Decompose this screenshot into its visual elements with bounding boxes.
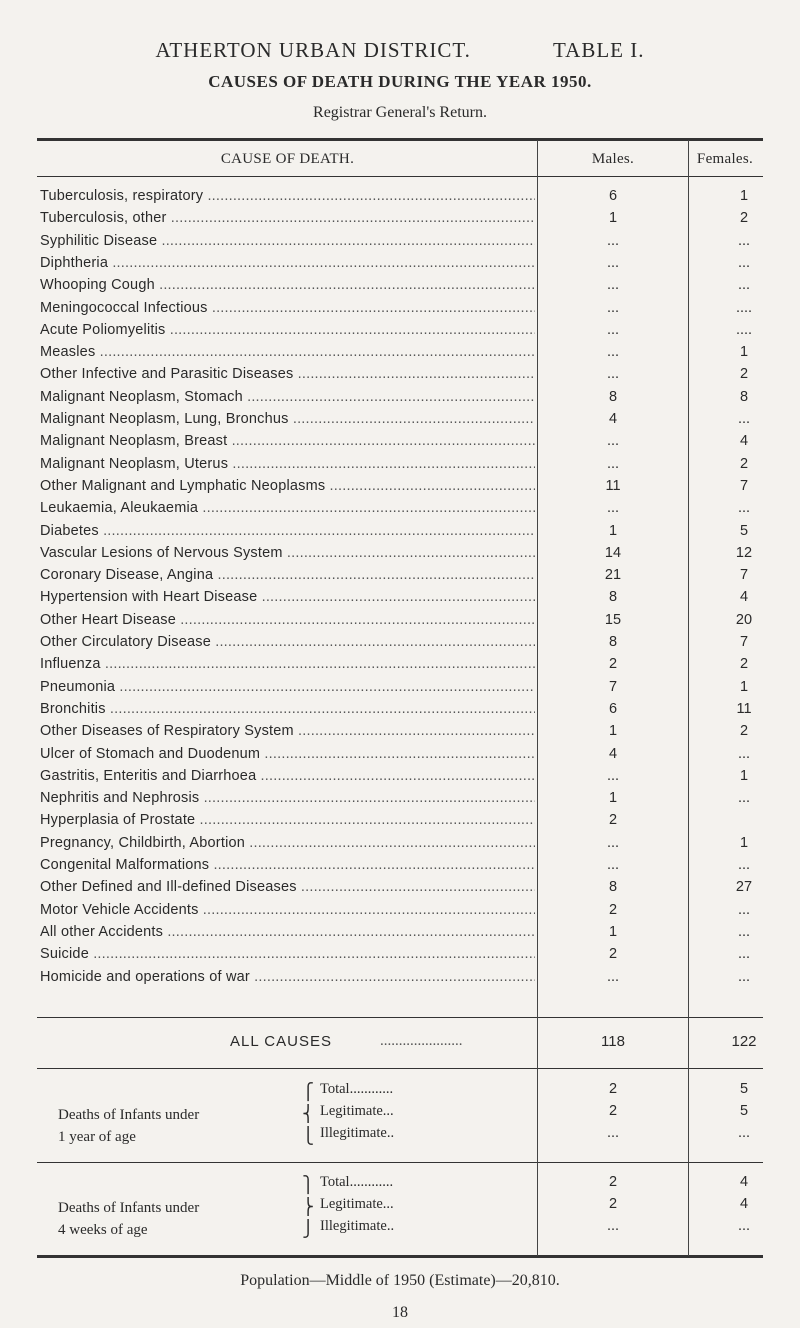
females-count: 8 [739,388,749,405]
infants-1yr-title-line2: 1 year of age [58,1129,136,1145]
cause-label: Diphtheria ..... [40,255,535,271]
females-count: 20 [735,611,753,628]
table-row [40,523,760,545]
all-causes-label: ALL CAUSES [230,1033,332,1050]
table-row [40,366,760,388]
infants-1yr-title [58,1104,199,1148]
males-count: 2 [608,812,618,829]
cause-label: Other Defined and Ill-defined Diseases ..... [40,879,535,895]
infants-4wk-total-label: Total............ [320,1174,394,1190]
cause-label: Nephritis and Nephrosis ..... [40,790,535,806]
females-count: 5 [739,522,749,539]
females-count: ... [737,901,751,918]
infants-4wk-legitimate-males: 2 [608,1196,618,1212]
females-count: 7 [739,567,749,584]
males-count: 4 [608,411,618,427]
males-count: 15 [604,611,622,628]
table-row [40,277,760,299]
females-count: 7 [739,634,749,650]
infants-4wk-title-line1: Deaths of Infants under [58,1200,200,1216]
infants-1yr-illegitimate-males: ... [606,1125,620,1141]
males-count: 1 [608,723,618,740]
infants-1yr-legitimate-females: 5 [739,1103,749,1119]
table-row [40,746,760,768]
males-count: ... [606,277,620,294]
males-count: ... [606,344,620,361]
cause-label: Other Heart Disease ..... [40,612,535,628]
females-count: 7 [739,477,749,494]
table-row [40,701,760,723]
females-count: .... [735,299,753,316]
females-count: 2 [739,455,749,472]
table-row [40,879,760,901]
infants-4wk-total-females: 4 [739,1174,749,1190]
infants-1yr-brace: ⎧ ⎨ ⎩ [302,1084,314,1145]
table-row [40,790,760,812]
males-count: ... [606,455,620,472]
cause-label: Diabetes ..... [40,523,535,539]
males-count: 8 [608,634,618,650]
males-count: 1 [608,790,618,807]
cause-label: Motor Vehicle Accidents ..... [40,902,535,918]
cause-label: Influenza ..... [40,656,535,672]
cause-label: Other Circulatory Disease ..... [40,634,535,650]
cause-label: Tuberculosis, other ..... [40,210,535,226]
cause-label: Whooping Cough ..... [40,277,535,293]
females-count: 1 [739,188,749,204]
females-count: 2 [739,210,749,227]
table-row [40,723,760,745]
table-row [40,389,760,411]
infants-1yr-illegitimate-label: Illegitimate.. [320,1125,395,1141]
females-count: 11 [736,700,752,717]
cause-label: Pneumonia ..... [40,679,535,695]
district-name: ATHERTON URBAN DISTRICT. [155,38,471,62]
all-causes-males: 118 [601,1033,625,1050]
males-count: 2 [608,656,618,673]
females-count: 1 [739,344,749,361]
table-row [40,255,760,277]
females-count: 2 [739,656,749,673]
cause-label: Measles ..... [40,344,535,360]
cause-label: Congenital Malformations ..... [40,857,535,873]
all-causes-females: 122 [731,1033,757,1050]
cause-label: Malignant Neoplasm, Uterus ..... [40,456,535,472]
males-count: 4 [608,745,618,762]
females-count: 12 [735,544,753,561]
table-bottom-rule [37,1255,763,1258]
infant-block-rule [37,1162,763,1163]
infants-1yr-title-line1: Deaths of Infants under [58,1107,200,1123]
males-count: ... [606,767,620,784]
table-row [40,433,760,455]
cause-label: Hyperplasia of Prostate ..... [40,812,535,828]
table-row [40,835,760,857]
males-count: 8 [608,388,618,405]
infants-4wk-illegitimate-males: ... [606,1218,620,1234]
table-header-rule [37,176,763,177]
all-causes-leader: ...................... [380,1033,463,1049]
males-count: ... [606,968,620,985]
cause-label: Ulcer of Stomach and Duodenum ..... [40,746,535,762]
table-row [40,567,760,589]
females-count: 2 [739,723,749,740]
table-row [40,946,760,968]
males-count: 2 [608,946,618,963]
table-row [40,812,760,834]
males-count: 2 [608,901,618,918]
cause-label: Other Diseases of Respiratory System ..... [40,723,535,739]
cause-label: Pregnancy, Childbirth, Abortion ..... [40,835,535,851]
table-row [40,500,760,522]
males-count: 7 [608,678,618,695]
males-count: 1 [608,923,618,940]
table-row [40,857,760,879]
females-count: 4 [739,433,749,450]
females-count: ... [737,923,751,940]
page-subtitle: Registrar General's Return. [313,104,487,121]
males-count: 1 [608,210,618,227]
cause-label: Hypertension with Heart Disease ..... [40,589,535,605]
infants-4wk-legitimate-label: Legitimate... [320,1196,394,1212]
females-count: ... [737,411,751,427]
cause-label: Homicide and operations of war ..... [40,969,535,985]
infants-4wk-illegitimate-females: ... [737,1218,751,1234]
cause-label: Coronary Disease, Angina ..... [40,567,535,583]
cause-label: All other Accidents ..... [40,924,535,940]
infants-1yr-total-label: Total............ [320,1081,394,1097]
males-count: 8 [608,879,618,896]
cause-label: Tuberculosis, respiratory ..... [40,188,535,204]
infants-1yr-legitimate-label: Legitimate... [320,1103,394,1119]
table-row [40,188,760,210]
table-row [40,300,760,322]
cause-label: Meningococcal Infectious ..... [40,300,535,316]
table-row [40,233,760,255]
all-causes-rule [37,1068,763,1069]
infants-4wk-illegitimate-label: Illegitimate.. [320,1218,395,1234]
males-count: ... [606,232,620,249]
population-note: Population—Middle of 1950 (Estimate)—20,810. [240,1272,560,1289]
cause-label: Bronchitis ..... [40,701,535,717]
males-count: ... [606,834,620,851]
table-row [40,322,760,344]
females-count: .... [735,321,753,338]
infants-1yr-total-males: 2 [608,1081,618,1097]
cause-label: Gastritis, Enteritis and Diarrhoea ..... [40,768,535,784]
table-row [40,902,760,924]
females-count: 1 [739,678,749,695]
table-top-rule [37,138,763,141]
table-row [40,545,760,567]
infants-4wk-title-line2: 4 weeks of age [58,1222,148,1238]
table-row [40,612,760,634]
table-row [40,589,760,611]
females-count: ... [737,745,751,762]
males-count: 11 [605,477,621,494]
females-count: 1 [739,767,749,784]
page-title: CAUSES OF DEATH DURING THE YEAR 1950. [208,72,592,91]
column-header-females: Females. [696,151,754,167]
infants-4wk-title [58,1197,199,1241]
males-count: 6 [608,700,618,717]
males-count: 21 [604,567,622,584]
males-count: ... [606,433,620,450]
table-row [40,634,760,656]
females-count: ... [737,500,751,517]
table-row [40,768,760,790]
females-count: 4 [739,589,749,606]
cause-label: Other Malignant and Lymphatic Neoplasms ..... [40,478,535,494]
table-row [40,924,760,946]
females-count: ... [737,968,751,985]
table-label: TABLE I. [553,38,645,62]
males-count: ... [606,857,620,873]
infants-1yr-illegitimate-females: ... [737,1125,751,1141]
cause-label: Acute Poliomyelitis ..... [40,322,535,338]
cause-label: Leukaemia, Aleukaemia ..... [40,500,535,516]
table-row [40,210,760,232]
males-count: 6 [608,188,618,204]
males-count: ... [606,321,620,338]
table-row [40,344,760,366]
table-row [40,969,760,991]
females-count: 2 [739,366,749,383]
infants-1yr-legitimate-males: 2 [608,1103,618,1119]
table-row [40,656,760,678]
cause-label: Syphilitic Disease ..... [40,233,535,249]
table-row [40,679,760,701]
table-row [40,411,760,433]
table-row [40,478,760,500]
females-count: ... [737,946,751,963]
cause-label: Suicide ..... [40,946,535,962]
males-count: ... [606,366,620,383]
females-count: 1 [739,834,749,851]
cause-label: Malignant Neoplasm, Breast ..... [40,433,535,449]
males-count: ... [606,254,620,271]
females-count: 27 [735,879,753,896]
infants-4wk-legitimate-females: 4 [739,1196,749,1212]
females-count: ... [737,790,751,807]
district-heading [0,38,800,63]
cause-label: Other Infective and Parasitic Diseases ..... [40,366,535,382]
column-header-cause: CAUSE OF DEATH. [220,151,355,167]
cause-label: Vascular Lesions of Nervous System ..... [40,545,535,561]
page-number: 18 [392,1304,408,1321]
males-count: ... [606,299,620,316]
table-row [40,456,760,478]
males-count: 14 [604,544,622,561]
females-count: ... [737,277,751,294]
males-count: 8 [608,589,618,606]
infants-4wk-brace: ⎫ ⎬ ⎭ [302,1177,314,1238]
infants-4wk-total-males: 2 [608,1174,618,1190]
females-count: ... [737,254,751,271]
infants-1yr-total-females: 5 [739,1081,749,1097]
table-body-end-rule [37,1017,763,1018]
males-count: ... [606,500,620,517]
females-count: ... [737,857,751,873]
cause-label: Malignant Neoplasm, Lung, Bronchus ..... [40,411,535,427]
males-count: 1 [608,522,618,539]
females-count: ... [737,232,751,249]
column-header-males: Males. [591,151,635,167]
cause-label: Malignant Neoplasm, Stomach ..... [40,389,535,405]
